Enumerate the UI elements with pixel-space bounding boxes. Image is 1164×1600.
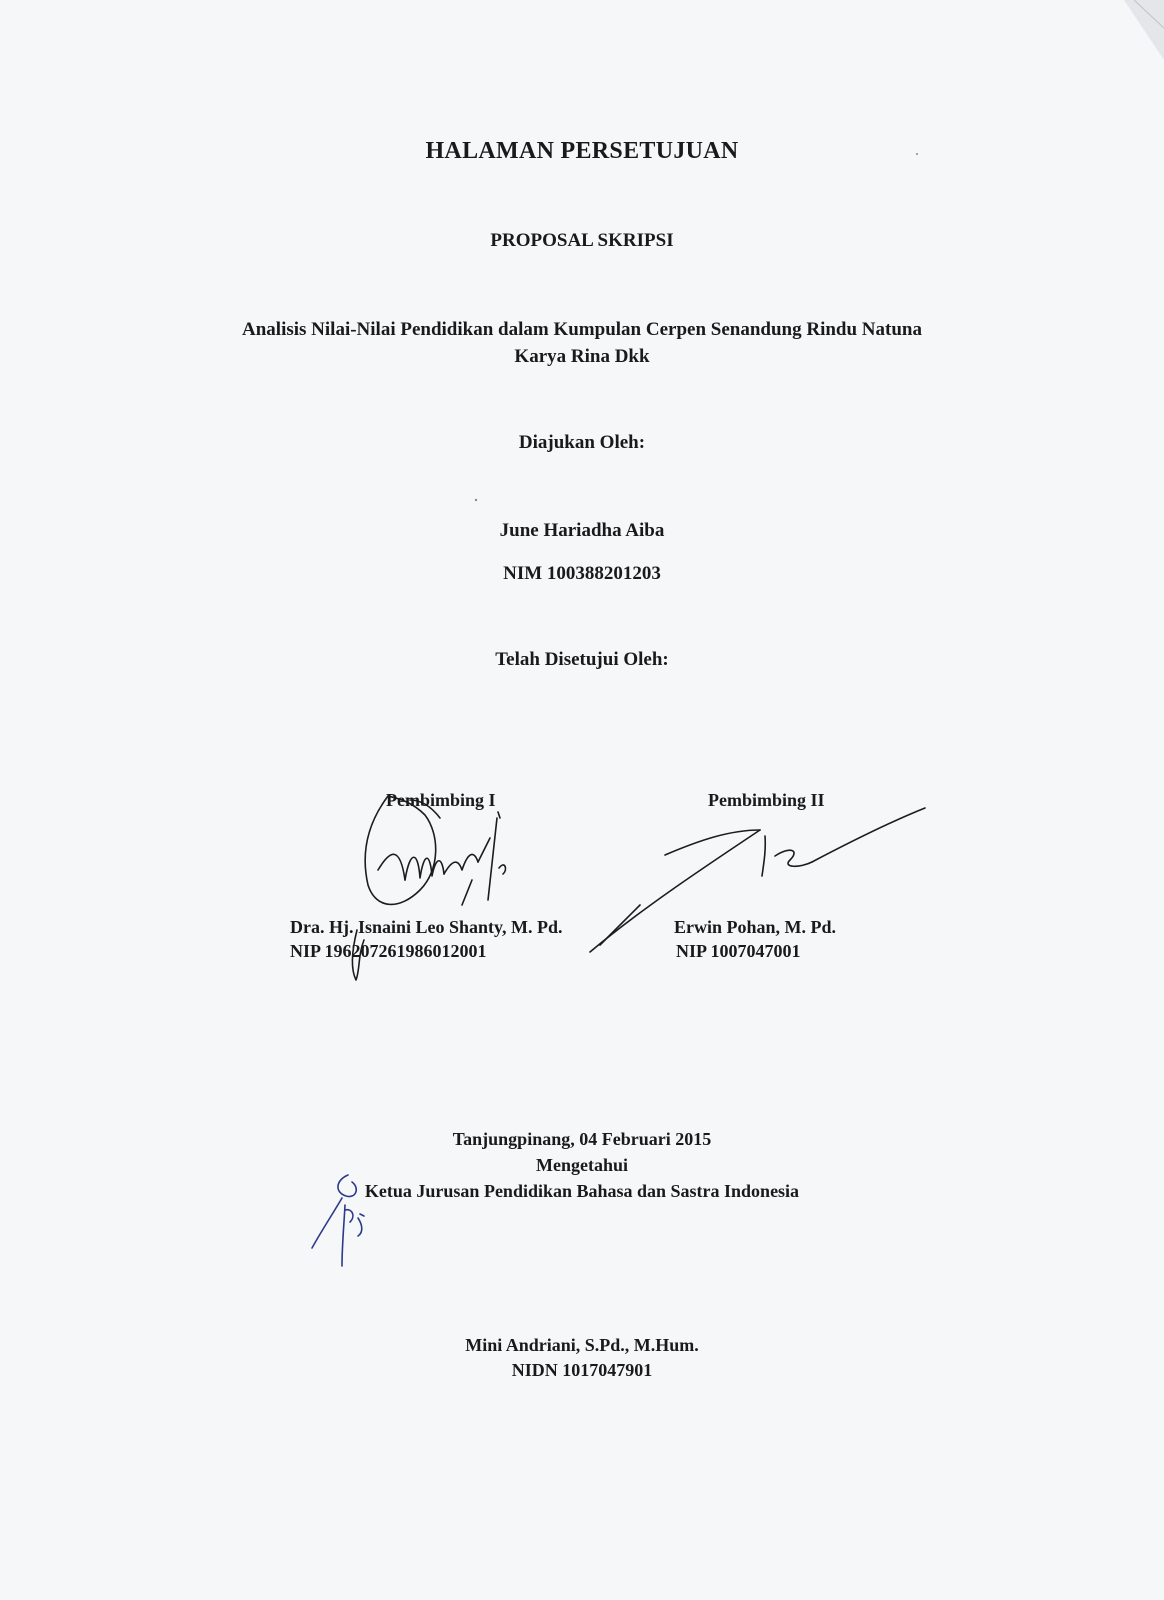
submitted-by-label: Diajukan Oleh: bbox=[518, 432, 646, 453]
thesis-title bbox=[0, 316, 1164, 370]
head-position: Ketua Jurusan Pendidikan Bahasa dan Sastra Indonesia bbox=[364, 1181, 800, 1201]
scan-speck-marks bbox=[475, 153, 918, 1600]
advisor-2-role: Pembimbing II bbox=[708, 790, 825, 810]
thesis-title-line-1: Analisis Nilai-Nilai Pendidikan dalam Kumpulan Cerpen Senandung Rindu Natuna bbox=[242, 319, 922, 340]
head-id: NIDN 1017047901 bbox=[511, 1360, 653, 1380]
advisor-1-role: Pembimbing I bbox=[386, 790, 496, 810]
page-corner-shadow bbox=[1124, 0, 1164, 60]
advisor-1-id: NIP 196207261986012001 bbox=[290, 941, 487, 961]
page-title: HALAMAN PERSETUJUAN bbox=[425, 138, 739, 164]
approved-by-label: Telah Disetujui Oleh: bbox=[495, 649, 669, 670]
student-name: June Hariadha Aiba bbox=[499, 520, 665, 541]
thesis-title-line-2: Karya Rina Dkk bbox=[514, 346, 650, 367]
advisor-2-id: NIP 1007047001 bbox=[676, 941, 801, 961]
head-name: Mini Andriani, S.Pd., M.Hum. bbox=[465, 1335, 699, 1355]
advisor-2-name: Erwin Pohan, M. Pd. bbox=[674, 917, 837, 937]
document-type: PROPOSAL SKRIPSI bbox=[490, 230, 674, 251]
advisor-1-name: Dra. Hj. Isnaini Leo Shanty, M. Pd. bbox=[290, 917, 563, 937]
student-nim: NIM 100388201203 bbox=[503, 563, 661, 584]
acknowledged-label: Mengetahui bbox=[536, 1155, 628, 1175]
place-date: Tanjungpinang, 04 Februari 2015 bbox=[452, 1129, 712, 1149]
